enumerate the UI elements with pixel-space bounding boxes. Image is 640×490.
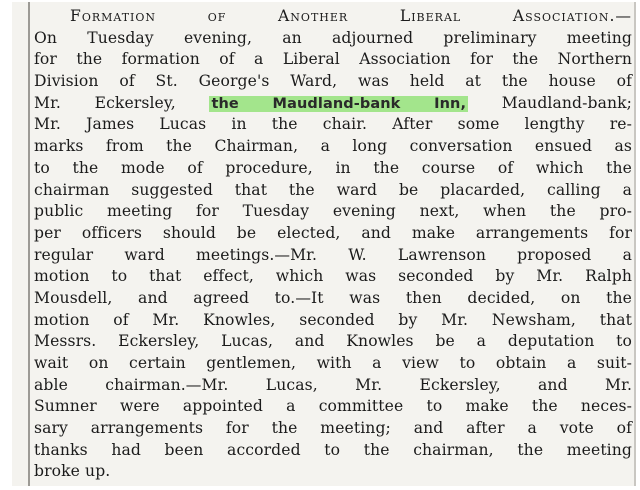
line-suffix: Maudland-bank; <box>501 93 633 112</box>
column-rule-right <box>634 2 636 486</box>
article-line: Division of St. George's Ward, was held at the house of <box>34 72 632 91</box>
column-rule-left <box>28 2 30 486</box>
article-line: Mr. James Lucas in the chair. After some lengthy re- <box>34 115 632 134</box>
newspaper-clipping <box>12 2 636 486</box>
article-line: able chairman.—Mr. Lucas, Mr. Eckersley, and Mr. <box>34 375 632 394</box>
article-line: for the formation of a Liberal Association for the Northern <box>34 50 632 69</box>
article-line: Sumner were appointed a committee to make the neces- <box>34 397 632 416</box>
article-line: sary arrangements for the meeting; and after a vote of <box>34 419 632 438</box>
article-line: per officers should be elected, and make arrangements for <box>34 223 632 242</box>
article-line: chairman suggested that the ward be placarded, calling a <box>34 180 632 199</box>
article-line: wait on certain gentlemen, with a view to obtain a suit- <box>34 354 632 372</box>
article-line: Mousdell, and agreed to.—It was then decided, on the <box>34 288 632 307</box>
article-headline: Formation of Another Liberal Association.— <box>70 7 632 25</box>
article-line: thanks had been accorded to the chairman, the meeting <box>34 440 632 459</box>
article-line: On Tuesday evening, an adjourned preliminary meeting <box>34 28 632 47</box>
line-prefix: Mr. Eckersley, <box>34 93 176 112</box>
article-line-final: broke up. <box>34 462 111 481</box>
article-line: motion of Mr. Knowles, seconded by Mr. Newsham, that <box>34 310 632 329</box>
article-line: public meeting for Tuesday evening next, when the pro- <box>34 202 632 221</box>
article-body <box>34 6 632 483</box>
article-line: Messrs. Eckersley, Lucas, and Knowles be a deputation to <box>34 332 632 351</box>
article-line: to the mode of procedure, in the course of which the <box>34 158 632 177</box>
article-line: regular ward meetings.—Mr. W. Lawrenson proposed a <box>34 245 632 264</box>
handwritten-annotation: the Maudland-bank Inn, <box>211 95 467 112</box>
article-line: marks from the Chairman, a long conversation ensued as <box>34 137 632 156</box>
article-line-annotated <box>34 93 632 115</box>
article-line: motion to that effect, which was seconded by Mr. Ralph <box>34 267 632 286</box>
